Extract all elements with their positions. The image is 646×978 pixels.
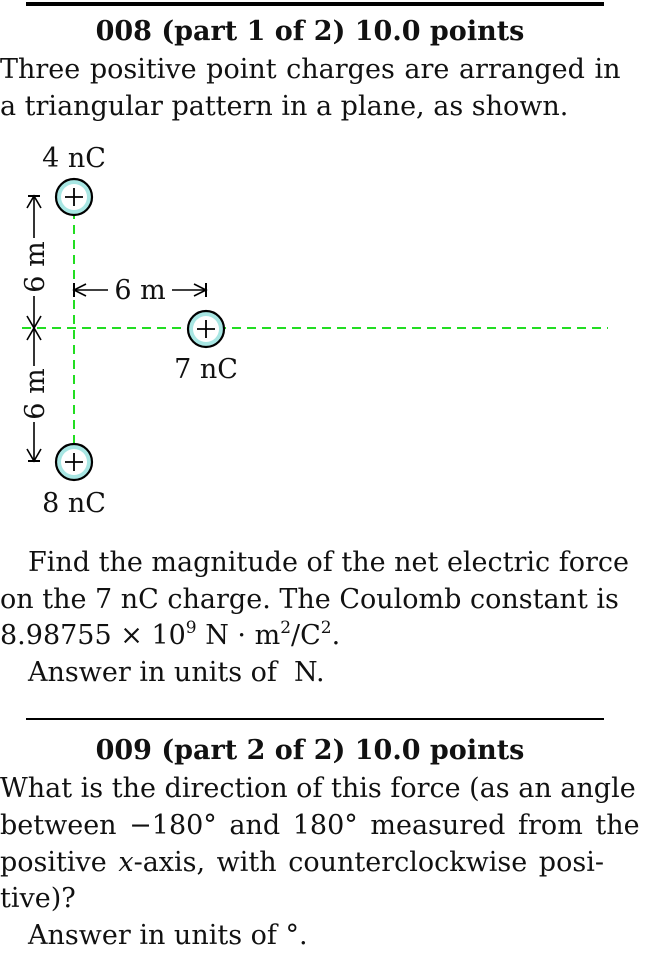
dim-label-horizontal: 6 m [114, 275, 166, 306]
answer-units-009: Answer in units of °. [28, 920, 308, 951]
charge-middle-label: 7 nC [174, 354, 238, 385]
body-line-3 [0, 618, 340, 654]
coulomb-units-a: N · m [196, 620, 281, 651]
q2-line-3-suffix: -axis, with counterclockwise posi- [133, 847, 604, 878]
charge-top-label: 4 nC [42, 143, 106, 174]
answer-units-008: Answer in units of N. [28, 657, 325, 688]
q2-line-1: What is the direction of this force (as an angle [0, 773, 636, 804]
charge-diagram [0, 140, 646, 520]
coulomb-exponent: 9 [185, 618, 197, 638]
coulomb-units-exp-a: 2 [280, 618, 292, 638]
charge-middle [188, 311, 224, 347]
coulomb-units-b: /C [291, 620, 321, 651]
q2-line-3-prefix: positive [0, 847, 119, 878]
q2-line-4: tive)? [0, 883, 76, 914]
q2-line-2: between −180° and 180° measured from the [0, 810, 640, 841]
charge-bottom-label: 8 nC [42, 488, 106, 519]
question-008-heading: 008 (part 1 of 2) 10.0 points [95, 16, 525, 47]
charge-top [56, 179, 92, 215]
intro-line-2: a triangular pattern in a plane, as shown. [0, 91, 569, 122]
dim-label-upper: 6 m [20, 241, 51, 293]
separator-rule [26, 718, 604, 720]
question-009-heading: 009 (part 2 of 2) 10.0 points [95, 735, 525, 766]
x-variable: x [118, 847, 134, 878]
intro-line-1: Three positive point charges are arranged in [0, 54, 621, 85]
body-line-2: on the 7 nC charge. The Coulomb constant is [0, 584, 619, 615]
coulomb-units-exp-b: 2 [320, 618, 332, 638]
coulomb-constant-mantissa: 8.98755 × 10 [0, 620, 186, 651]
dim-label-lower: 6 m [20, 368, 51, 420]
charge-bottom [56, 444, 92, 480]
q2-line-3 [0, 845, 604, 881]
body-line-1: Find the magnitude of the net electric force [28, 547, 630, 578]
top-rule [26, 2, 604, 6]
coulomb-period: . [331, 620, 341, 651]
